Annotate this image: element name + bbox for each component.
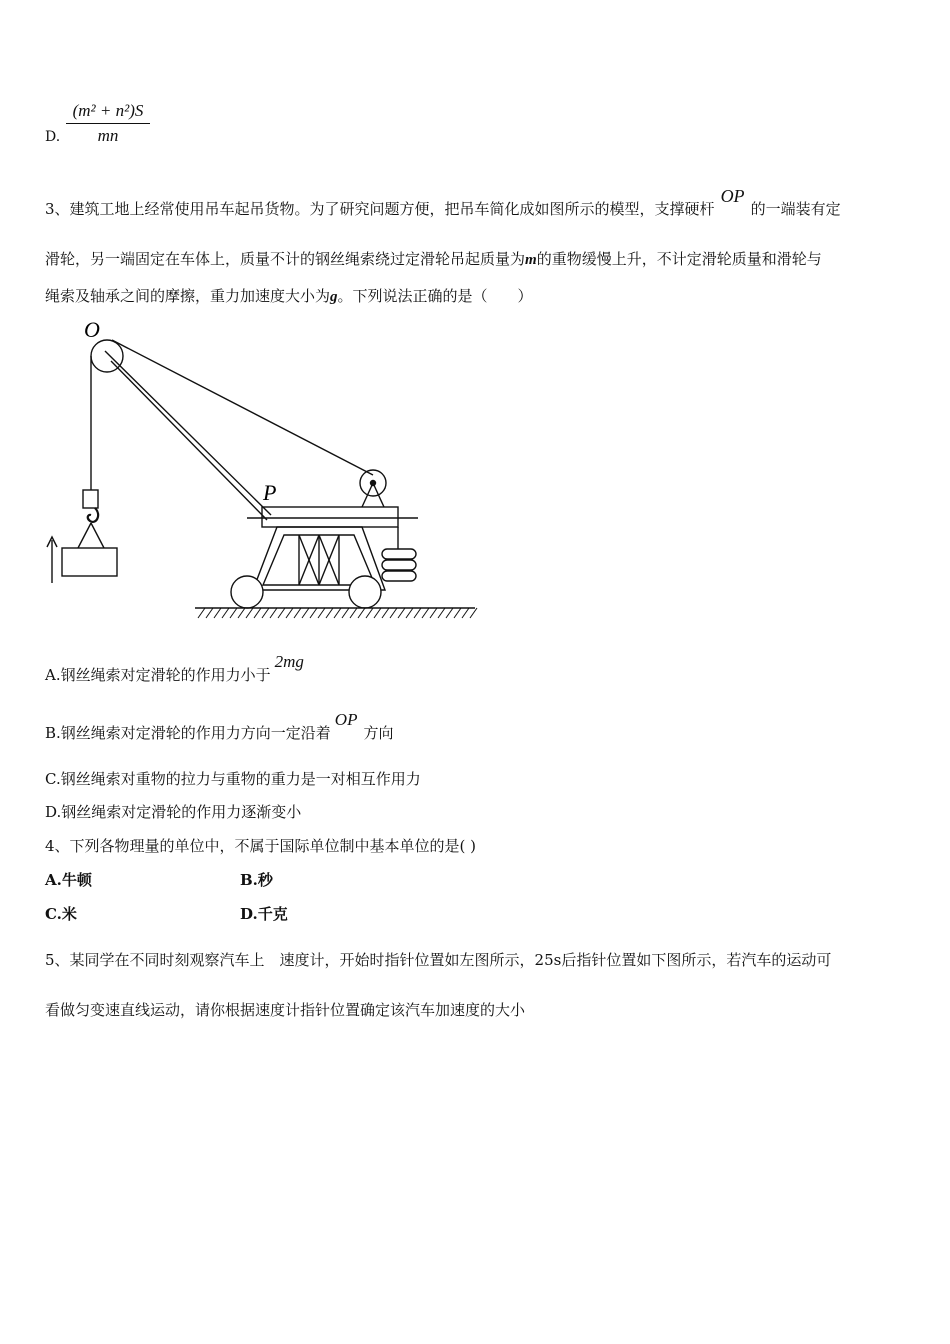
q3-line1-tail: 的一端装有定	[750, 200, 841, 218]
q4-option-a: A.牛顿	[45, 871, 92, 889]
q3-symbol-op: OP	[720, 186, 745, 206]
fraction-denominator: mn	[97, 126, 119, 145]
q3-option-b-text: B.钢丝绳索对定滑轮的作用力方向一定沿着	[45, 724, 331, 742]
q5-line2: 看做匀变速直线运动，请你根据速度计指针位置确定该汽车加速度的大小	[45, 1001, 526, 1019]
q3-option-b	[45, 710, 394, 743]
q3-line1	[45, 186, 841, 219]
crane-figure	[40, 315, 490, 630]
q3-line2-tail: 的重物缓慢上升，不计定滑轮质量和滑轮与	[536, 250, 822, 268]
q2-option-d-fraction	[66, 101, 150, 146]
boom-op	[105, 351, 271, 515]
q3-option-c: C.钢丝绳索对重物的拉力与重物的重力是一对相互作用力	[45, 770, 421, 788]
q5-line1: 5、某同学在不同时刻观察汽车上 速度计，开始时指针位置如左图所示，25s后指针位置如下图所示，若汽车的运动可	[45, 951, 832, 969]
wheel-right	[349, 576, 381, 608]
q4-stem: 4、下列各物理量的单位中，不属于国际单位制中基本单位的是( )	[45, 837, 477, 855]
counterweight-2	[382, 560, 416, 570]
q3-option-b-tail: 方向	[363, 724, 394, 742]
wheel-left	[231, 576, 263, 608]
counterweight-1	[382, 549, 416, 559]
q3-option-a-symbol: 2mg	[274, 652, 304, 671]
label-p: P	[263, 480, 277, 505]
cargo-box	[62, 548, 117, 576]
hook-block	[83, 490, 98, 508]
label-o: O	[84, 317, 100, 342]
q3-line3-text: 绳索及轴承之间的摩擦，重力加速度大小为	[45, 287, 331, 305]
q3-option-a-text: A.钢丝绳索对定滑轮的作用力小于	[45, 666, 271, 684]
q4-option-b: B.秒	[240, 871, 273, 889]
q3-symbol-m: m	[525, 252, 537, 268]
q3-option-a	[45, 652, 304, 685]
q3-option-b-symbol: OP	[334, 710, 358, 729]
q3-option-d: D.钢丝绳索对定滑轮的作用力逐渐变小	[45, 803, 302, 821]
counterweight-3	[382, 571, 416, 581]
q3-line1-text: 3、建筑工地上经常使用吊车起吊货物。为了研究问题方便，把吊车简化成如图所示的模型，支撑硬杆	[45, 200, 715, 218]
q3-line3	[45, 285, 533, 306]
q4-option-d: D.千克	[240, 905, 288, 923]
q3-line3-tail: 。下列说法正确的是（ ）	[337, 287, 533, 305]
q2-option-d-label: D.	[45, 129, 61, 145]
q3-line2-text: 滑轮，另一端固定在车体上，质量不计的钢丝绳索绕过定滑轮吊起质量为	[45, 250, 526, 268]
q3-line2	[45, 248, 822, 269]
hook-icon	[88, 508, 98, 522]
q3-symbol-g: g	[330, 289, 338, 305]
fraction-numerator: (m² + n²)S	[66, 101, 150, 124]
truck-platform	[262, 507, 398, 527]
q4-option-c: C.米	[45, 905, 77, 923]
pulley-o	[91, 340, 123, 372]
